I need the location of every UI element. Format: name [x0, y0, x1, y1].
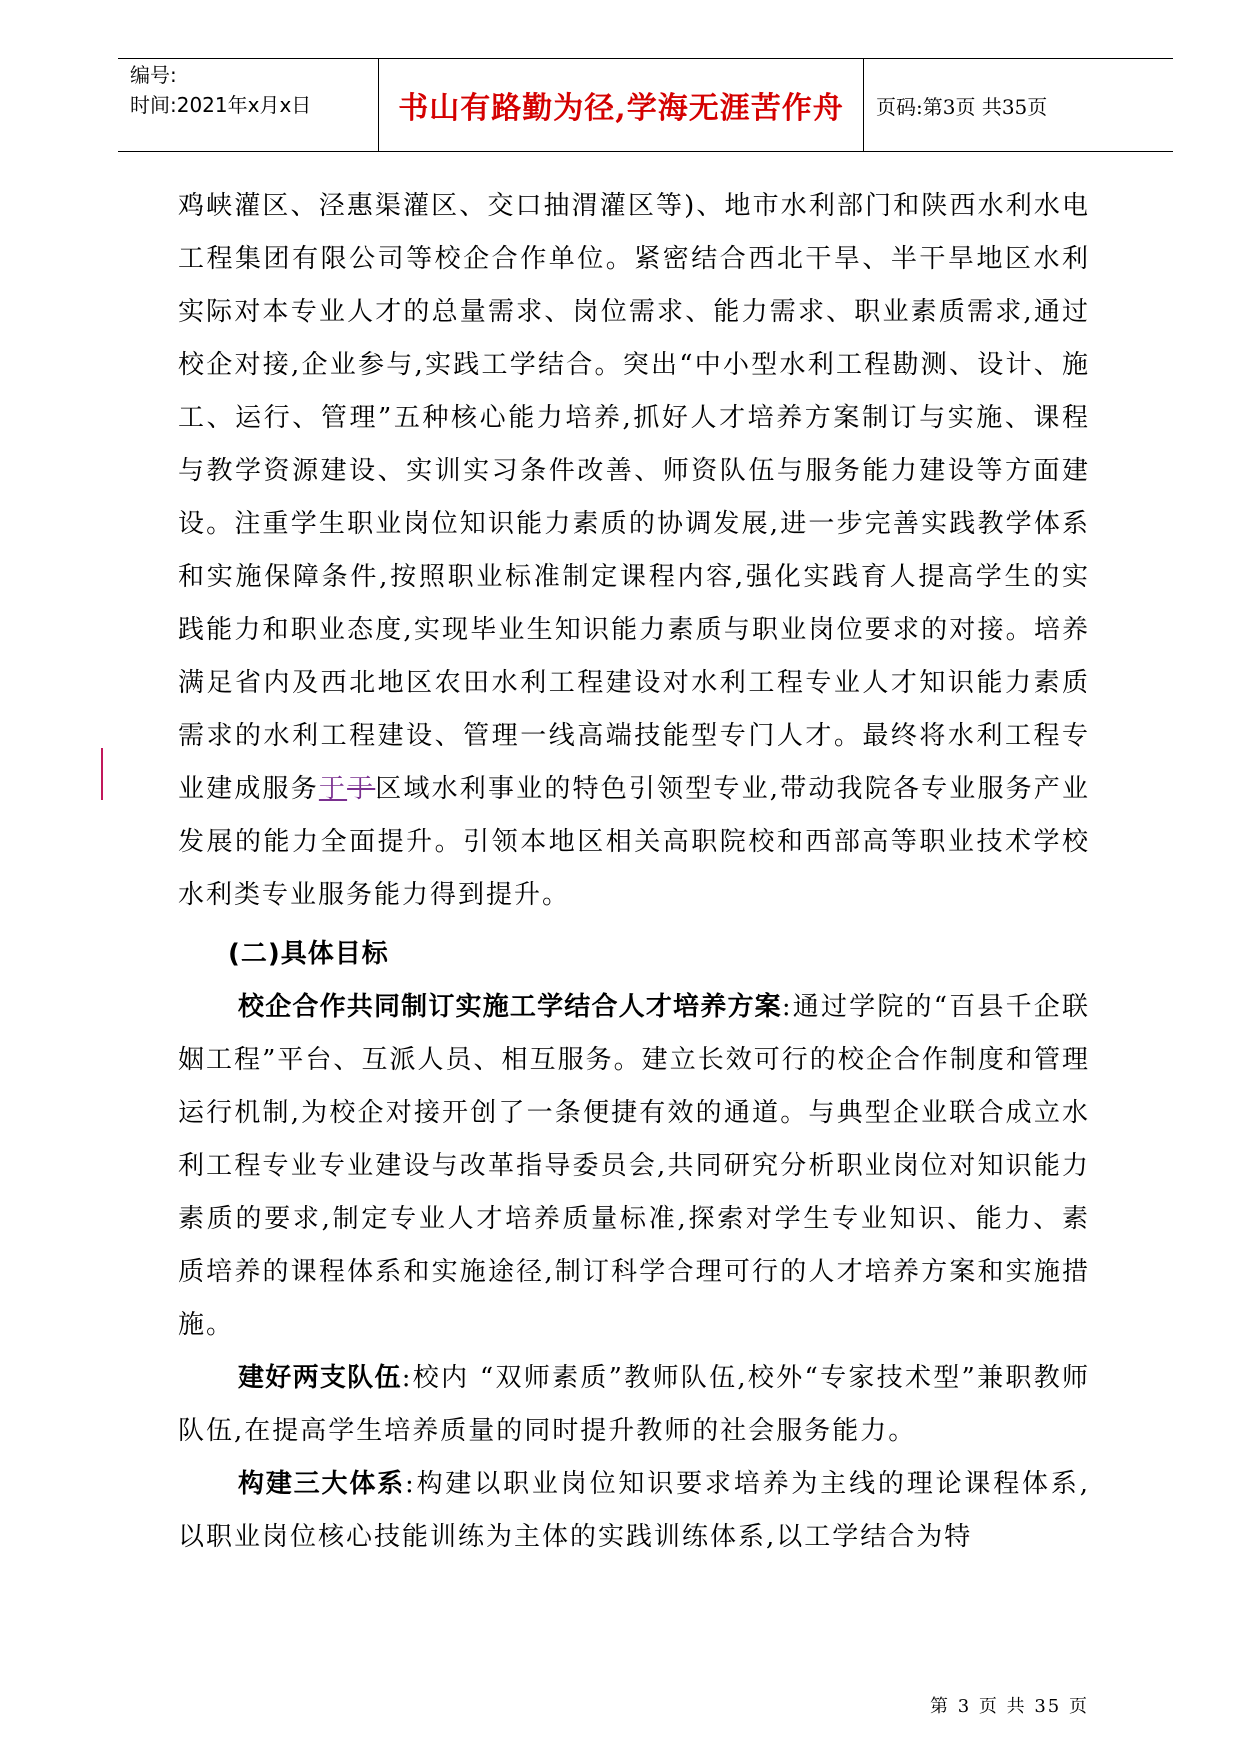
document-number-label: 编号: — [130, 63, 177, 87]
revision-deletion: 于 — [347, 774, 376, 804]
paragraph-text: 鸡峡灌区、泾惠渠灌区、交口抽渭灌区等)、地市水利部门和陕西水利水电工程集团有限公司等校企合作单位。紧密结合西北干旱、半干旱地区水利实际对本专业人才的总量需求、岗位需求、能力需求、职业素质需求,通过校企对接,企业参与,实践工学结合。突出“中小型水利工程勘测、设计、施工、运行、管理”五种核心能力培养,抓好人才培养方案制订与实施、课程与教学资源建设、实训实习条件改善、师资队伍与服务能力建设等方面建设。注重学生职业岗位知识能力素质的协调发展,进一步完善实践教学体系和实施保障条件,按照职业标准制定课程内容,强化实践育人提高学生的实践能力和职业态度,实现毕业生知识能力素质与职业岗位要求的对接。培养满足省内及西北地区农田水利工程建设对水利工程专业人才知识能力素质需求的水利工程建设、管理一线高端技能型专门人才。最终将水利工程专业建成服务 — [178, 191, 1090, 804]
paragraph-bold-title: 构建三大体系 — [238, 1469, 405, 1499]
paragraph-text: 区域水利事业的特色引领型专业,带动我院各专业服务产业发展的能力全面提升。引领本地区相关高职院校和西部高等职业技术学校水利类专业服务能力得到提升。 — [178, 774, 1090, 910]
header-middle-cell — [379, 59, 864, 151]
revision-change-bar — [101, 748, 103, 800]
page-footer: 第 3 页 共 35 页 — [930, 1696, 1089, 1717]
paragraph-three-systems — [178, 1458, 1090, 1564]
section-heading: (二)具体目标 — [228, 939, 389, 969]
paragraph-text: :通过学院的“百县千企联姻工程”平台、互派人员、相互服务。建立长效可行的校企合作制度和管理运行机制,为校企对接开创了一条便捷有效的通道。与典型企业联合成立水利工程专业专业建设与改革指导委员会,共同研究分析职业岗位对知识能力素质的要求,制定专业人才培养质量标准,探索对学生专业知识、能力、素质培养的课程体系和实施途径,制订科学合理可行的人才培养方案和实施措施。 — [178, 992, 1090, 1340]
paragraph-bold-title: 校企合作共同制订实施工学结合人才培养方案 — [238, 992, 782, 1022]
paragraph-text: :校内 “双师素质”教师队伍,校外“专家技术型”兼职教师队伍,在提高学生培养质量的同时提升教师的社会服务能力。 — [178, 1363, 1090, 1446]
header-motto: 书山有路勤为径,学海无涯苦作舟 — [398, 91, 844, 126]
header-right-cell — [864, 59, 1173, 151]
paragraph-bold-title: 建好两支队伍 — [238, 1363, 402, 1393]
paragraph-two-teams — [178, 1352, 1090, 1458]
header-page-number: 页码:第3页 共35页 — [876, 94, 1048, 119]
document-time-label: 时间:2021年x月x日 — [130, 93, 312, 117]
header-left-cell — [118, 59, 379, 151]
paragraph-school-enterprise — [178, 981, 1090, 1352]
paragraph-text: :构建以职业岗位知识要求培养为主线的理论课程体系,以职业岗位核心技能训练为主体的实践训练体系,以工学结合为特 — [178, 1469, 1090, 1552]
page-header — [118, 58, 1173, 152]
paragraph-goals-overall — [178, 180, 1090, 922]
revision-insertion: 于 — [318, 774, 348, 804]
document-body — [178, 180, 1090, 1564]
